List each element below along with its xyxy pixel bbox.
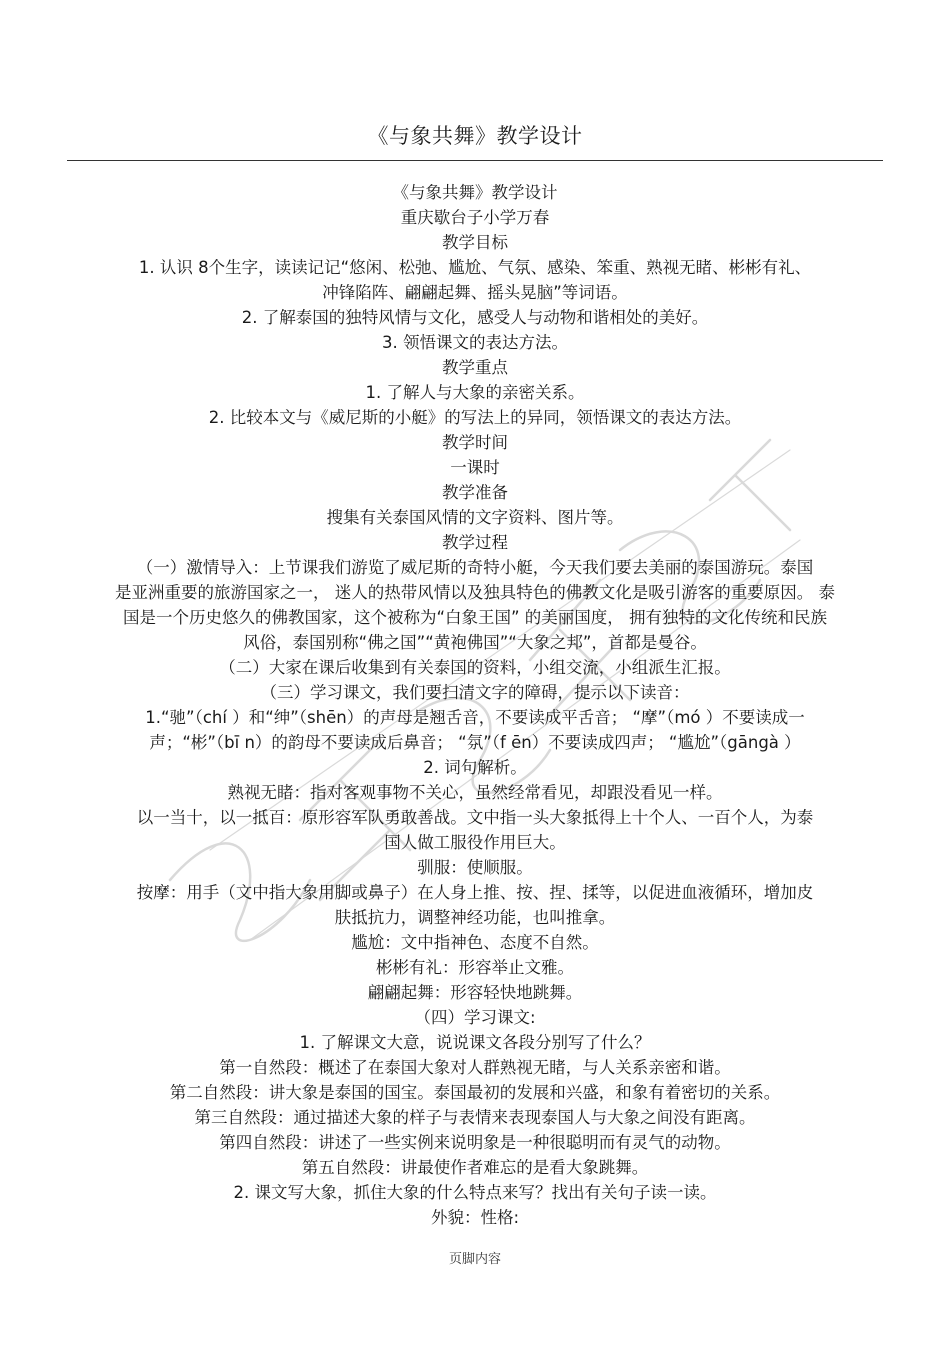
text-line: 《与象共舞》教学设计 xyxy=(392,183,558,202)
text-line: 第一自然段：概述了在泰国大象对人群熟视无睹，与人关系亲密和谐。 xyxy=(219,1058,731,1077)
text-line: 外貌：性格: xyxy=(430,1208,520,1227)
text-line: 1.“驰”（chí ）和“绅”（shēn）的声母是翘舌音，不要读成平舌音； “摩”（mó ）不要读成一 xyxy=(145,708,805,727)
text-line: 教学目标 xyxy=(442,233,508,252)
text-line: 冲锋陷阵、翩翩起舞、摇头晃脑”等词语。 xyxy=(322,283,628,302)
text-line: （三）学习课文，我们要扫清文字的障碍，提示以下读音： xyxy=(260,683,690,702)
text-line: 教学过程 xyxy=(442,533,508,552)
text-line: 以一当十，以一抵百：原形容军队勇敢善战。文中指一头大象抵得上十个人、一百个人，为泰 xyxy=(136,808,814,827)
text-line: 驯服：使顺服。 xyxy=(417,858,533,877)
text-line: 是亚洲重要的旅游国家之一， 迷人的热带风情以及独具特色的佛教文化是吸引游客的重要原因。 泰 xyxy=(115,583,835,602)
text-line: 2. 词句解析。 xyxy=(423,758,527,777)
text-line: 彬彬有礼：形容举止文雅。 xyxy=(376,958,574,977)
text-line: （四）学习课文: xyxy=(414,1008,536,1027)
text-line: 教学准备 xyxy=(442,483,508,502)
document-body xyxy=(67,180,883,1230)
text-line: 教学重点 xyxy=(442,358,508,377)
page-footer: 页脚内容 xyxy=(448,1252,501,1267)
text-line: 2. 课文写大象，抓住大象的什么特点来写？找出有关句子读一读。 xyxy=(233,1183,717,1202)
text-line: 3. 领悟课文的表达方法。 xyxy=(382,333,568,352)
text-line: 2. 比较本文与《威尼斯的小艇》的写法上的异同，领悟课文的表达方法。 xyxy=(208,408,742,427)
text-line: 1. 了解课文大意，说说课文各段分别写了什么？ xyxy=(299,1033,651,1052)
text-line: 第三自然段：通过描述大象的样子与表情来表现泰国人与大象之间没有距离。 xyxy=(194,1108,756,1127)
text-line: 1. 认识 8个生字，读读记记“悠闲、松弛、尴尬、气氛、感染、笨重、熟视无睹、彬彬有礼、 xyxy=(138,258,812,277)
header-title: 《与象共舞》教学设计 xyxy=(367,124,583,148)
text-line: 搜集有关泰国风情的文字资料、图片等。 xyxy=(326,508,624,527)
text-line: 第五自然段：讲最使作者难忘的是看大象跳舞。 xyxy=(301,1158,649,1177)
text-line: 翩翩起舞：形容轻快地跳舞。 xyxy=(367,983,583,1002)
header-rule xyxy=(67,160,883,161)
text-line: 1. 了解人与大象的亲密关系。 xyxy=(365,383,585,402)
text-line: 教学时间 xyxy=(442,433,508,452)
text-line: 2. 了解泰国的独特风情与文化，感受人与动物和谐相处的美好。 xyxy=(241,308,709,327)
text-line: 按摩：用手（文中指大象用脚或鼻子）在人身上推、按、捏、揉等，以促进血液循环，增加皮 xyxy=(136,883,814,902)
text-line: 一课时 xyxy=(450,458,500,477)
text-line: （一）激情导入：上节课我们游览了威尼斯的奇特小艇，今天我们要去美丽的泰国游玩。泰国 xyxy=(136,558,814,577)
text-line: 熟视无睹：指对客观事物不关心，虽然经常看见，却跟没看见一样。 xyxy=(227,783,723,802)
text-line: 第二自然段：讲大象是泰国的国宝。泰国最初的发展和兴盛，和象有着密切的关系。 xyxy=(169,1083,781,1102)
text-line: 肤抵抗力，调整神经功能，也叫推拿。 xyxy=(334,908,616,927)
text-line: 第四自然段：讲述了一些实例来说明象是一种很聪明而有灵气的动物。 xyxy=(219,1133,731,1152)
text-line: （二）大家在课后收集到有关泰国的资料，小组交流，小组派生汇报。 xyxy=(219,658,731,677)
text-line: 国是一个历史悠久的佛教国家，这个被称为“白象王国” 的美丽国度， 拥有独特的文化传统和民族 xyxy=(122,608,828,627)
text-line: 重庆歇台子小学万春 xyxy=(400,208,550,227)
text-line: 尴尬：文中指神色、态度不自然。 xyxy=(351,933,599,952)
text-line: 风俗，泰国别称“佛之国”“黄袍佛国”“大象之邦”，首都是曼谷。 xyxy=(243,633,707,652)
text-line: 国人做工服役作用巨大。 xyxy=(384,833,566,852)
text-line: 声；“彬”（bī n）的韵母不要读成后鼻音； “氛”（f ēn）不要读成四声； “尴尬”（gāngà ） xyxy=(149,733,801,752)
